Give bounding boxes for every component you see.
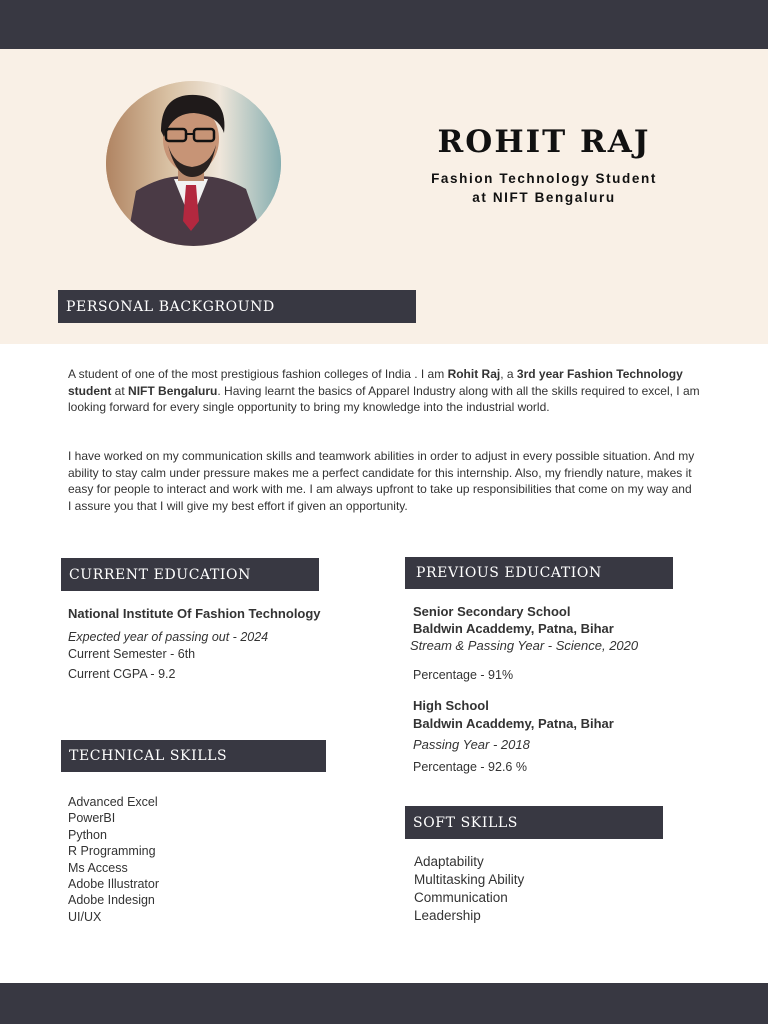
technical-skill-item: Advanced Excel [68,795,158,809]
high-school-year: Passing Year - 2018 [413,737,530,752]
technical-skill-item: Ms Access [68,860,128,875]
technical-skill-item: UI/UX [68,909,102,924]
soft-skill-item: Multitasking Ability [414,872,525,887]
high-school-percentage: Percentage - 92.6 % [413,760,527,774]
current-semester: Current Semester - 6th [68,647,196,661]
p1-year: 3rd year Fashion Technology student [68,367,683,398]
soft-skill-item: Leadership [414,908,481,923]
p1-text-c: at [111,383,129,398]
top-bar [0,0,768,49]
senior-secondary-school: Baldwin Acaddemy, Patna, Bihar [413,621,614,636]
high-school-label: High School [413,698,489,713]
candidate-name: ROHIT RAJ [437,124,651,160]
personal-background-paragraph-1 [68,366,703,416]
soft-skill-item: Communication [414,890,508,905]
technical-skills-heading: TECHNICAL SKILLS [61,740,326,772]
technical-skill-item: Adobe Indesign [68,893,155,908]
current-education-heading: CURRENT EDUCATION [61,558,319,591]
p1-text-d: . Having learnt the basics of Apparel Industry along with all the skills required to excel, I am looking forward for every single opportunity to bring my knowledge into the industrial world. [68,383,700,414]
senior-secondary-stream: Stream & Passing Year - Science, 2020 [410,638,639,653]
person-illustration [106,81,281,246]
technical-skill-item: Python [68,827,107,842]
current-institute: National Institute Of Fashion Technology [68,606,321,621]
bottom-bar [0,983,768,1024]
senior-secondary-label: Senior Secondary School [413,604,571,619]
soft-skills-list [414,853,524,925]
soft-skills-heading: SOFT SKILLS [405,806,663,839]
high-school-name: Baldwin Acaddemy, Patna, Bihar [413,716,614,731]
p1-text-a: A student of one of the most prestigious fashion colleges of India . I am [68,367,448,381]
candidate-subtitle [405,169,683,207]
p1-institute: NIFT Bengaluru [128,383,218,398]
profile-photo [106,81,281,246]
p1-text-b: , a [500,367,517,381]
subtitle-line-2: at NIFT Bengaluru [472,190,616,205]
p1-name: Rohit Raj [447,367,501,381]
technical-skills-list [68,794,159,925]
current-cgpa: Current CGPA - 9.2 [68,667,176,681]
subtitle-line-1: Fashion Technology Student [431,171,657,186]
senior-secondary-percentage: Percentage - 91% [413,668,514,682]
technical-skill-item: Adobe Illustrator [68,877,160,892]
personal-background-paragraph-2: I have worked on my communication skills and teamwork abilities in order to adjust in every possible situation. And my ability to stay calm under pressure makes me a perfect candidate for this internship. Also, my friendly nature, makes it easy for people to interact and work with me. I am always upfront to take up responsibilities that come on my way and I assure you that I will give my best effort if given an opportunity. [68,449,695,513]
soft-skill-item: Adaptability [414,854,484,869]
personal-background-heading: PERSONAL BACKGROUND [58,290,416,323]
technical-skill-item: PowerBI [68,811,116,826]
previous-education-heading: PREVIOUS EDUCATION [405,557,673,589]
expected-passing-year: Expected year of passing out - 2024 [68,630,269,644]
technical-skill-item: R Programming [68,844,156,859]
